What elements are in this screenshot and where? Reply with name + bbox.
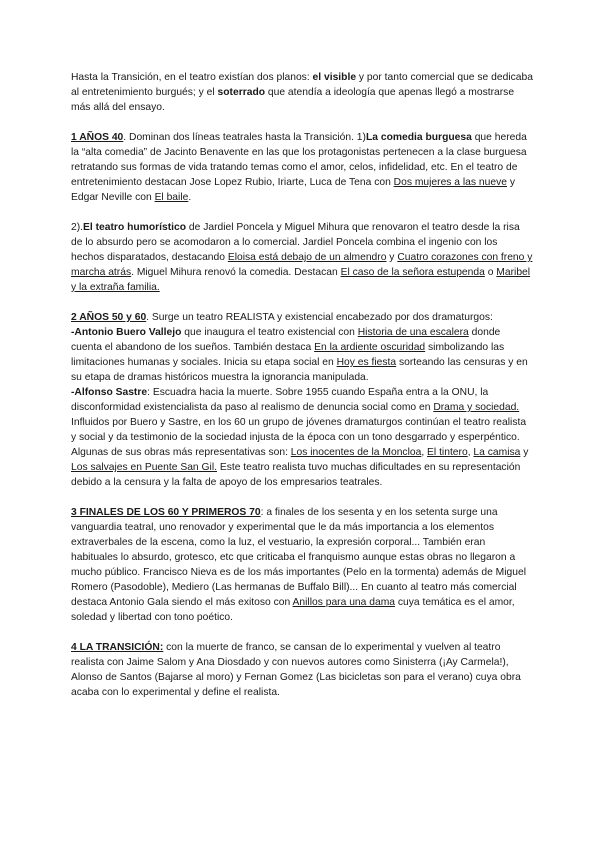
section-2-text: , bbox=[467, 447, 474, 458]
section-1-paragraph bbox=[71, 130, 533, 205]
section-1-text: que hereda la “alta comedia” de Jacinto Benavente en las que los protagonistas pertenecen a la clase burguesa retratando sus formas de vida tratando temas como el amor, celos, infidelidad, etc. En el teatro de entretenimiento destacan Jose Lopez Rubio, Iriarte, Luca de Tena con bbox=[71, 132, 527, 188]
section-3-text: : a finales de los sesenta y en los setenta surge una vanguardia teatral, uno renovador y experimental que le da más importancia a los elementos extraverbales de la escena, como la luz, el vestuario, la expresión corporal... También eran habituales lo absurdo, grotesco, etc que criticaba el franquismo aunque estas obras no llegaron a mucho público. Francisco Nieva es de los más importantes (Pelo en la tormenta) además de Miguel Romero (Pasodoble), Mediero (Las hermanas de Buffalo Bill)... En cuanto al teatro más comercial destaca Antonio Gala siendo el más exitoso con bbox=[71, 507, 526, 608]
teatro-humoristico-term: El teatro humorístico bbox=[83, 222, 187, 233]
buero-vallejo-paragraph bbox=[71, 325, 533, 385]
section-4-heading: 4 LA TRANSICIÓN: bbox=[71, 642, 164, 653]
section-3-text: cuya temática es el amor, soledad y libertad con tono poético. bbox=[71, 597, 515, 623]
work-title: Cuatro corazones con freno y marcha atrás bbox=[71, 252, 533, 278]
section-2-text: donde cuenta el abandono de los sueños. También destaca bbox=[71, 327, 501, 353]
section-1-text: . Dominan dos líneas teatrales hasta la Transición. 1) bbox=[123, 132, 366, 143]
intro-text: Hasta la Transición, en el teatro existían dos planos: bbox=[71, 72, 313, 83]
section-1b-text: de Jardiel Poncela y Miguel Mihura que renovaron el teatro desde la risa de lo absurdo pero se acomodaron a lo comercial. Jardiel Poncela combina el ingenio con los hechos disparatados, destacando bbox=[71, 222, 520, 263]
work-title: Los salvajes en Puente San Gil. bbox=[71, 462, 217, 473]
work-title: El baile bbox=[154, 192, 189, 203]
section-1-text: . bbox=[188, 192, 192, 203]
work-title: En la ardiente oscuridad bbox=[314, 342, 426, 353]
section-3-heading: 3 FINALES DE LOS 60 Y PRIMEROS 70 bbox=[71, 507, 261, 518]
section-2-text: , bbox=[421, 447, 428, 458]
section-2-text: y bbox=[520, 447, 529, 458]
author-name: -Alfonso Sastre bbox=[71, 387, 148, 398]
section-2-text: que inaugura el teatro existencial con bbox=[181, 327, 358, 338]
section-2-text: Influidos por Buero y Sastre, en los 60 un grupo de jóvenes dramaturgos continúan el teatro realista y social y da testimonio de la sociedad injusta de la época con un tono desgarrado y esperpéntico. Algunas de sus obras más representativas son: bbox=[71, 417, 527, 458]
intro-paragraph bbox=[71, 70, 533, 115]
section-1-heading: 1 AÑOS 40 bbox=[71, 132, 124, 143]
section-2-text: sorteando las censuras y en su etapa de dramas históricos muestra la ignorancia manipulada. bbox=[71, 357, 528, 383]
document-page bbox=[71, 70, 533, 700]
section-1b-text: o bbox=[484, 267, 497, 278]
work-title: Dos mujeres a las nueve bbox=[393, 177, 507, 188]
section-2-text: Este teatro realista tuvo muchas dificultades en su representación debido a la censura y la falta de apoyo de los empresarios teatrales. bbox=[71, 462, 521, 488]
intro-text: que atendía a ideología que apenas llegó a mostrarse más allá del ensayo. bbox=[71, 87, 515, 113]
work-title: El caso de la señora estupenda bbox=[340, 267, 485, 278]
sastre-paragraph bbox=[71, 385, 533, 415]
intro-bold-visible: el visible bbox=[312, 72, 357, 83]
work-title: Historia de una escalera bbox=[357, 327, 469, 338]
work-title: Maribel y la extraña familia. bbox=[71, 267, 531, 293]
section-3-paragraph bbox=[71, 505, 533, 625]
section-1b-text: . Miguel Mihura renovó la comedia. Destacan bbox=[131, 267, 341, 278]
section-2-text: . Surge un teatro REALISTA y existencial encabezado por dos dramaturgos: bbox=[146, 312, 493, 323]
section-2-heading: 2 AÑOS 50 y 60 bbox=[71, 312, 147, 323]
work-title: La camisa bbox=[473, 447, 521, 458]
comedia-burguesa-term: La comedia burguesa bbox=[365, 132, 472, 143]
section-1b-text: y bbox=[386, 252, 398, 263]
author-name: -Antonio Buero Vallejo bbox=[71, 327, 182, 338]
work-title: Eloisa está debajo de un almendro bbox=[227, 252, 387, 263]
work-title: Hoy es fiesta bbox=[336, 357, 397, 368]
work-title: Anillos para una dama bbox=[292, 597, 395, 608]
section-2-text: simbolizando las limitaciones humanas y sociales. Inicia su etapa social en bbox=[71, 342, 505, 368]
section-2-text: : Escuadra hacia la muerte. Sobre 1955 cuando España entra a la ONU, la disconformidad existencialista da paso al realismo de denuncia social como en bbox=[71, 387, 489, 413]
intro-text: y por tanto comercial que se dedicaba al entretenimiento burgués; y el bbox=[71, 72, 533, 98]
section-1b-paragraph bbox=[71, 220, 533, 295]
work-title: Los inocentes de la Moncloa bbox=[290, 447, 422, 458]
section-4-paragraph bbox=[71, 640, 533, 700]
work-title: El tintero bbox=[427, 447, 468, 458]
section-2-paragraph bbox=[71, 310, 533, 325]
section-1-text: y Edgar Neville con bbox=[71, 177, 515, 203]
section-4-text: con la muerte de franco, se cansan de lo experimental y vuelven al teatro realista con Jaime Salom y Ana Diosdado y con nuevos autores como Sinisterra (¡Ay Carmela!), Alonso de Santos (Bajarse al moro) y Fernan Gomez (Las bicicletas son para el verano) cuya obra acaba con lo experimental y define el realista. bbox=[71, 642, 521, 698]
intro-bold-soterrado: soterrado bbox=[217, 87, 266, 98]
work-title: Drama y sociedad. bbox=[433, 402, 520, 413]
section-1b-text: 2). bbox=[71, 222, 84, 233]
realismo-60-paragraph bbox=[71, 415, 533, 490]
